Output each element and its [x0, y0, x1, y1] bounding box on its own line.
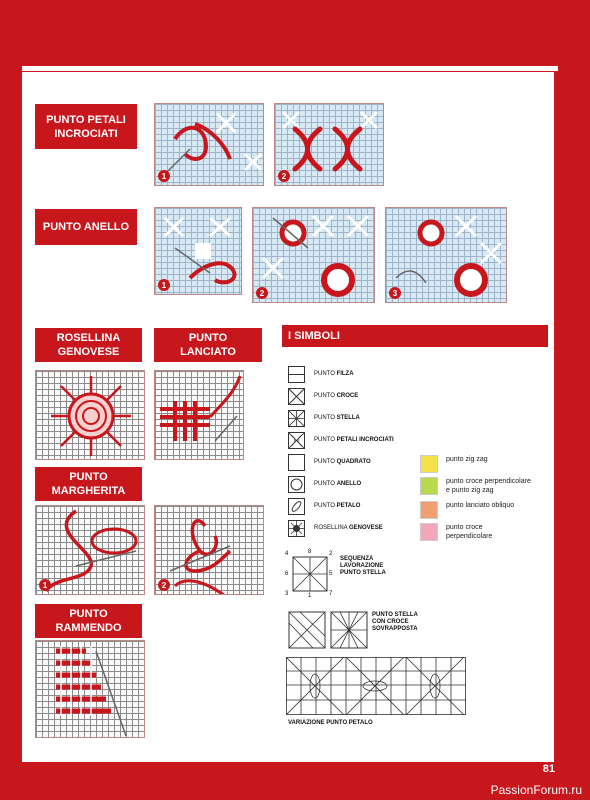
sequenza-caption: SEQUENZA LAVORAZIONE PUNTO STELLA [340, 556, 386, 576]
legend-croce-perpendicolare-zig-zag: punto croce perpendicolare e punto zig zag [420, 477, 546, 495]
rosellina-illustration [35, 370, 145, 460]
label-punto-lanciato: PUNTO LANCIATO [154, 328, 262, 362]
symbol-row-filza: PUNTO FILZA [288, 365, 354, 383]
symbol-row-quadrato: PUNTO QUADRATO [288, 453, 371, 471]
label-punto-anello: PUNTO ANELLO [35, 209, 137, 245]
label-punto-rammendo: PUNTO RAMMENDO [35, 604, 142, 638]
step-number-1: 1 [39, 579, 51, 591]
anello-step-3-illustration [385, 207, 507, 303]
step-number-2: 2 [256, 287, 268, 299]
filza-icon [288, 366, 305, 383]
step-number-2: 2 [158, 579, 170, 591]
sequenza-stella-diagram: 4 8 2 6 5 3 1 7 [285, 549, 333, 599]
petalo-icon [288, 498, 305, 515]
petali-step-1-illustration [154, 103, 264, 186]
margherita-step-1-drawing [36, 506, 145, 595]
symbol-row-rosellina: ROSELLINA GENOVESE [288, 519, 383, 537]
margherita-step-2-illustration [154, 505, 264, 595]
step-number-1: 1 [158, 170, 170, 182]
symbol-row-petali-incrociati: PUNTO PETALI INCROCIATI [288, 431, 394, 449]
rosellina-drawing [36, 371, 145, 460]
croce-icon [288, 388, 305, 405]
simboli-heading: I SIMBOLI [282, 325, 548, 347]
anello-step-1-illustration [154, 207, 242, 295]
variazione-caption: VARIAZIONE PUNTO PETALO [288, 720, 373, 726]
variazione-petalo-diagram [286, 657, 466, 715]
stella-icon [288, 410, 305, 427]
anello-step-2-drawing [253, 208, 375, 303]
step-number-2: 2 [278, 170, 290, 182]
lanciato-obliquo-swatch-icon [420, 501, 438, 519]
zig-zag-swatch-icon [420, 455, 438, 473]
label-rosellina-genovese: ROSELLINA GENOVESE [35, 328, 142, 362]
rammendo-drawing [36, 641, 145, 738]
rosellina-icon [288, 520, 305, 537]
step-number-1: 1 [158, 279, 170, 291]
anello-step-2-illustration [252, 207, 375, 303]
petali-step-2-drawing [275, 104, 384, 186]
anello-step-3-drawing [386, 208, 507, 303]
quadrato-icon [288, 454, 305, 471]
page-number: 81 [542, 763, 555, 775]
legend-croce-perpendicolare: punto croce perpendicolare [420, 523, 546, 541]
croce-zig-zag-swatch-icon [420, 477, 438, 495]
margherita-step-1-illustration [35, 505, 145, 595]
page-top-strip [22, 66, 558, 71]
rammendo-illustration [35, 640, 145, 738]
petali-incrociati-icon [288, 432, 305, 449]
legend-zig-zag: punto zig zag [420, 455, 546, 473]
symbol-row-anello: PUNTO ANELLO [288, 475, 361, 493]
label-punto-petali-incrociati: PUNTO PETALI INCROCIATI [35, 104, 137, 149]
lanciato-illustration [154, 370, 244, 460]
symbol-row-stella: PUNTO STELLA [288, 409, 360, 427]
stella-croce-diagram [288, 611, 368, 651]
symbol-row-petalo: PUNTO PETALO [288, 497, 360, 515]
anello-icon [288, 476, 305, 493]
legend-lanciato-obliquo: punto lanciato obliquo [420, 501, 546, 519]
croce-perpendicolare-swatch-icon [420, 523, 438, 541]
margherita-step-2-drawing [155, 506, 264, 595]
lanciato-drawing [155, 371, 244, 460]
petali-step-1-drawing [155, 104, 264, 186]
stella-croce-caption: PUNTO STELLA CON CROCE SOVRAPPOSTA [372, 612, 418, 632]
symbol-row-croce: PUNTO CROCE [288, 387, 358, 405]
petali-step-2-illustration [274, 103, 384, 186]
step-number-3: 3 [389, 287, 401, 299]
label-punto-margherita: PUNTO MARGHERITA [35, 467, 142, 501]
watermark: PassionForum.ru [490, 783, 582, 797]
